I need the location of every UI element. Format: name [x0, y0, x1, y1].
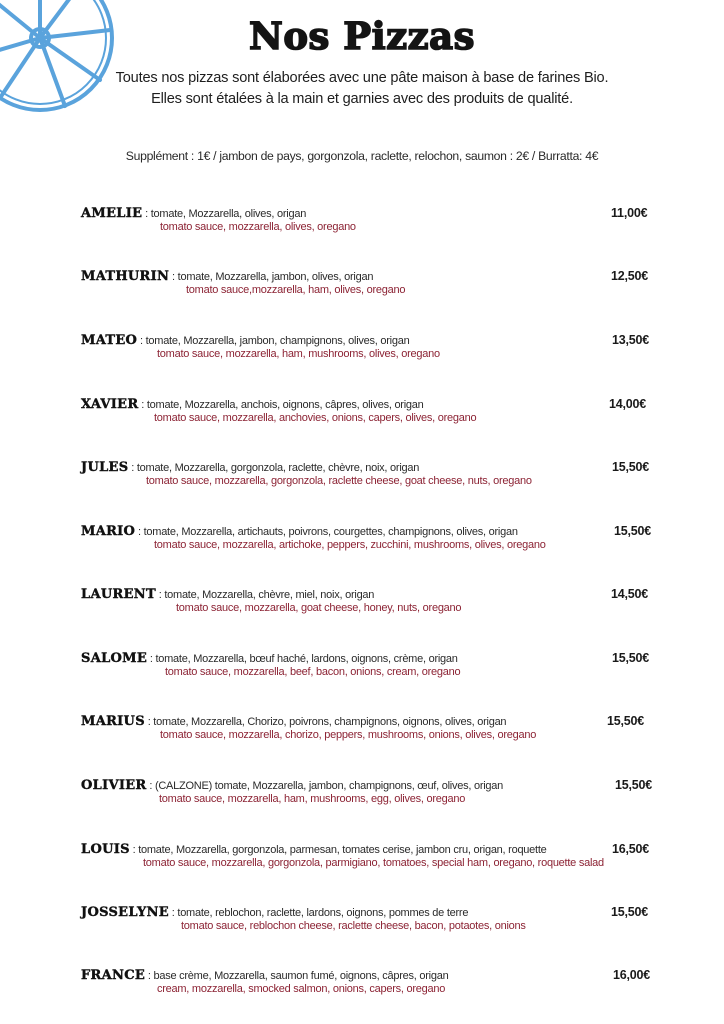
pizza-name: JULES [81, 460, 129, 475]
menu-item-jules [81, 460, 681, 496]
price: 15,50€ [614, 524, 652, 538]
ingredients-fr: : tomate, Mozzarella, bœuf haché, lardons, oignons, crème, origan [147, 653, 458, 665]
ingredients-fr: : tomate, Mozzarella, gorgonzola, raclette, chèvre, noix, origan [128, 462, 420, 474]
ingredients-en: tomato sauce, mozzarella, gorgonzola, parmigiano, tomatoes, special ham, oregano, roquette salad [143, 857, 604, 869]
menu-item-josselyne [81, 905, 681, 941]
price: 11,00€ [611, 206, 648, 220]
ingredients-fr: : tomate, Mozzarella, jambon, olives, origan [169, 271, 374, 283]
ingredients-en: tomato sauce, mozzarella, goat cheese, honey, nuts, oregano [176, 602, 462, 614]
page-title: Nos Pizzas [249, 14, 475, 58]
menu-item-amelie [81, 206, 681, 242]
ingredients-fr: : tomate, reblochon, raclette, lardons, oignons, pommes de terre [168, 907, 469, 919]
ingredients-en: tomato sauce, mozzarella, anchovies, onions, capers, olives, oregano [154, 412, 477, 424]
price: 12,50€ [611, 269, 649, 283]
ingredients-en: tomato sauce, mozzarella, ham, mushrooms, olives, oregano [157, 348, 440, 360]
price: 14,00€ [609, 397, 647, 411]
menu-item-mateo [81, 333, 681, 369]
pizza-name: MATHURIN [81, 269, 170, 284]
ingredients-en: tomato sauce, mozzarella, artichoke, peppers, zucchini, mushrooms, olives, oregano [154, 539, 546, 551]
price: 15,50€ [612, 651, 650, 665]
menu-item-salome [81, 651, 681, 687]
intro-text [0, 68, 724, 110]
price: 15,50€ [607, 714, 645, 728]
pizza-name: JOSSELYNE [81, 905, 169, 920]
price: 14,50€ [611, 587, 649, 601]
price: 15,50€ [615, 778, 653, 792]
ingredients-en: tomato sauce, mozzarella, gorgonzola, raclette cheese, goat cheese, nuts, oregano [146, 475, 532, 487]
menu-item-france [81, 968, 681, 1004]
price: 15,50€ [611, 905, 649, 919]
ingredients-fr: : tomate, Mozzarella, olives, origan [142, 208, 307, 220]
ingredients-fr: : tomate, Mozzarella, artichauts, poivrons, courgettes, champignons, olives, origan [135, 526, 518, 538]
pizza-name: MARIO [81, 524, 136, 539]
pizza-name: OLIVIER [81, 778, 147, 793]
ingredients-en: tomato sauce, mozzarella, beef, bacon, onions, cream, oregano [165, 666, 461, 678]
ingredients-fr: : tomate, Mozzarella, gorgonzola, parmesan, tomates cerise, jambon cru, origan, roquette [129, 844, 547, 856]
menu-item-laurent [81, 587, 681, 623]
ingredients-en: tomato sauce, mozzarella, olives, oregano [160, 221, 356, 233]
pizza-name: XAVIER [81, 397, 139, 412]
price: 15,50€ [612, 460, 650, 474]
pizza-name: SALOME [81, 651, 148, 666]
menu-item-mathurin [81, 269, 681, 305]
intro-line-2: Elles sont étalées à la main et garnies avec des produits de qualité. [151, 91, 573, 107]
price: 13,50€ [612, 333, 650, 347]
ingredients-fr: : tomate, Mozzarella, chèvre, miel, noix, origan [155, 589, 375, 601]
pizza-name: LOUIS [81, 842, 130, 857]
ingredients-fr: : tomate, Mozzarella, anchois, oignons, câpres, olives, origan [138, 399, 424, 411]
menu-item-xavier [81, 397, 681, 433]
pizza-name: FRANCE [81, 968, 146, 983]
pizza-name: MARIUS [81, 714, 145, 729]
menu-item-mario [81, 524, 681, 560]
ingredients-fr: : base crème, Mozzarella, saumon fumé, oignons, câpres, origan [145, 970, 449, 982]
menu-item-marius [81, 714, 681, 750]
menu-item-louis [81, 842, 681, 878]
ingredients-en: tomato sauce, mozzarella, ham, mushrooms, egg, olives, oregano [159, 793, 466, 805]
intro-line-1: Toutes nos pizzas sont élaborées avec une pâte maison à base de farines Bio. [115, 70, 609, 86]
ingredients-fr: : tomate, Mozzarella, Chorizo, poivrons, champignons, oignons, olives, origan [144, 716, 507, 728]
ingredients-fr: : tomate, Mozzarella, jambon, champignons, olives, origan [137, 335, 410, 347]
menu-item-olivier [81, 778, 681, 814]
ingredients-en: tomato sauce, reblochon cheese, raclette cheese, bacon, potaotes, onions [181, 920, 526, 932]
ingredients-fr: : (CALZONE) tomate, Mozzarella, jambon, champignons, œuf, olives, origan [146, 780, 504, 792]
ingredients-en: tomato sauce, mozzarella, chorizo, peppers, mushrooms, onions, olives, oregano [160, 729, 537, 741]
pizza-name: AMELIE [81, 206, 143, 221]
pizza-name: LAURENT [81, 587, 156, 602]
supplement-info: Supplément : 1€ / jambon de pays, gorgonzola, raclette, relochon, saumon : 2€ / Burratta: 4€ [125, 149, 599, 163]
price: 16,50€ [612, 842, 650, 856]
pizza-name: MATEO [81, 333, 138, 348]
price: 16,00€ [613, 968, 651, 982]
ingredients-en: cream, mozzarella, smocked salmon, onions, capers, oregano [157, 983, 446, 995]
ingredients-en: tomato sauce,mozzarella, ham, olives, oregano [186, 284, 406, 296]
